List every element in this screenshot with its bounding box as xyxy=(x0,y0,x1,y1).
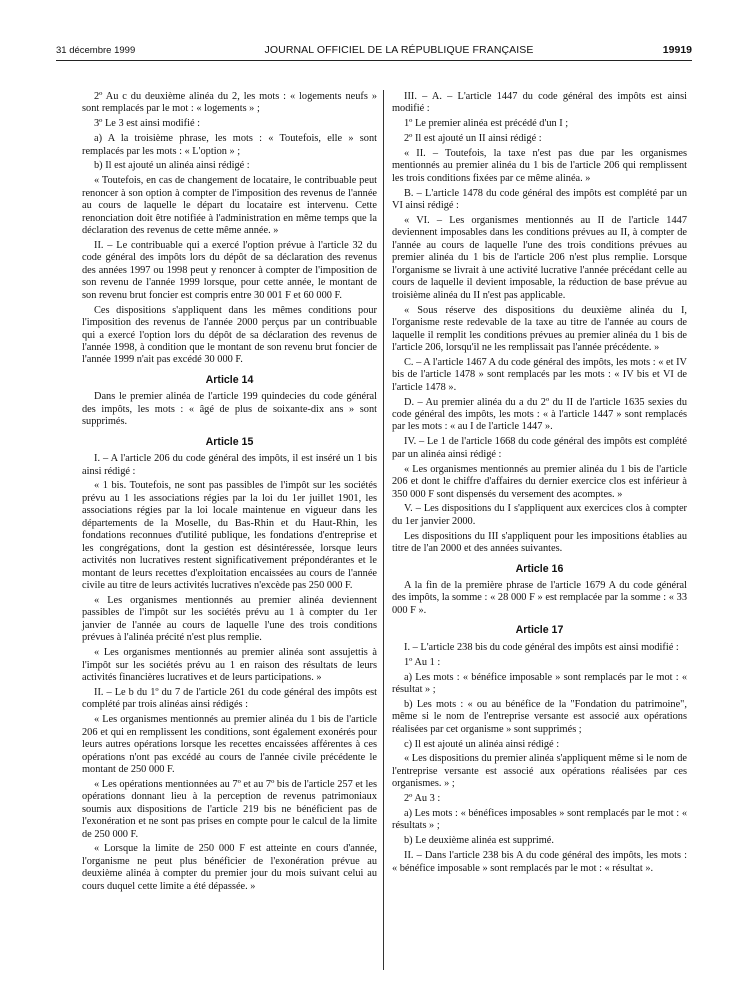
paragraph: b) Les mots : « ou au bénéfice de la "Fondation du patrimoine", même si le nom de l'entreprise versante est associé aux opérations réalisées par cet organisme » sont supprimés ; xyxy=(392,698,687,735)
article-heading: Article 17 xyxy=(515,624,564,637)
paragraph: C. – A l'article 1467 A du code général des impôts, les mots : « et IV bis de l'article 1478 » sont remplacés par les mots : « IV bis et VI de l'article 1478 ». xyxy=(392,356,687,393)
paragraph: B. – L'article 1478 du code général des impôts est complété par un VI ainsi rédigé : xyxy=(392,187,687,212)
paragraph: D. – Au premier alinéa du a du 2º du II de l'article 1635 sexies du code général des impôts, les mots : « à l'article 1447 » sont remplacés par les mots : « au I de l'article 1447 ». xyxy=(392,396,687,433)
paragraph: « Les dispositions du premier alinéa s'appliquent même si le nom de l'entreprise versante est associé aux opérations réalisées par ces organismes. » ; xyxy=(392,753,687,790)
paragraph: A la fin de la première phrase de l'article 1679 A du code général des impôts, la somme : « 28 000 F » est remplacée par la somme : « 33 000 F ». xyxy=(392,580,687,616)
header-date: 31 décembre 1999 xyxy=(56,45,136,56)
paragraph: II. – Le b du 1º du 7 de l'article 261 du code général des impôts est complété par trois alinéas ainsi rédigés : xyxy=(82,686,377,711)
paragraph: « 1 bis. Toutefois, ne sont pas passibles de l'impôt sur les sociétés prévu au 1 les associations régies par la loi du 1er juillet 1901, les associations régies par la loi locale maintenue en vigueur dans les départements de la Moselle, du Bas-Rhin et du Haut-Rhin, les fondations reconnues d'utilité publique, les fondations d'entreprise et les congrégations, dont la gestion est désintéressée, lorsque leurs activités non lucratives restent significativement prépondérantes et le montant de leurs recettes d'exploitation encaissées au cours de l'année civile au titre de leurs activités lucratives n'excède pas 250 000 F. xyxy=(82,480,377,592)
paragraph: Ces dispositions s'appliquent dans les mêmes conditions pour l'imposition des revenus de l'année 2000 perçus par un contribuable qui a exercé l'option lors du dépôt de sa déclaration des revenus de l'année 1998, à condition que le montant de son revenu brut foncier de l'année 1999 n'ait pas excédé 30 000 F. xyxy=(82,304,377,366)
paragraph: 3º Le 3 est ainsi modifié : xyxy=(94,118,201,130)
paragraph: 1º Au 1 : xyxy=(404,656,441,668)
paragraph: V. – Les dispositions du I s'appliquent aux exercices clos à compter du 1er janvier 2000. xyxy=(392,503,687,527)
paragraph: 1º Le premier alinéa est précédé d'un I ; xyxy=(404,118,569,130)
paragraph: I. – A l'article 206 du code général des impôts, il est inséré un 1 bis ainsi rédigé : xyxy=(82,453,377,477)
paragraph: II. – Le contribuable qui a exercé l'option prévue à l'article 32 du code général des impôts lors du dépôt de sa déclaration des revenus des années 1997 ou 1998 peut y renoncer à compter de l'imposition de son revenu de l'année 1999 lorsque, pour cette année, le montant de son revenu brut foncier est compris entre 30 001 F et 60 000 F. xyxy=(82,239,377,301)
paragraph: « Lorsque la limite de 250 000 F est atteinte en cours d'année, l'organisme ne peut plus bénéficier de l'exonération prévue au deuxième alinéa à compter du premier jour du mois suivant celui au cours duquel cette limite a été dépassée. » xyxy=(82,843,377,892)
page-header xyxy=(56,44,692,56)
paragraph: « VI. – Les organismes mentionnés au II de l'article 1447 deviennent imposables dans les conditions prévues au II, à compter de l'année au cours de laquelle l'une des trois conditions prévues au premier alinéa du 1 bis de l'article 206 n'est plus remplie. Lorsque l'organisme se livrait à une activité lucrative l'année précédant celle au cours de laquelle il devient imposable, la réduction de base prévue au troisième alinéa du II n'est pas applicable. xyxy=(392,215,687,301)
right-column xyxy=(392,91,687,877)
paragraph: « II. – Toutefois, la taxe n'est pas due par les organismes mentionnés au premier alinéa du 1 bis de l'article 206 qui remplissent les trois conditions fixées par ce même alinéa. » xyxy=(392,147,687,184)
paragraph: b) Le deuxième alinéa est supprimé. xyxy=(404,835,554,847)
paragraph: 2º Au c du deuxième alinéa du 2, les mots : « logements neufs » sont remplacés par le mot : « logements » ; xyxy=(82,91,377,115)
paragraph: I. – L'article 238 bis du code général des impôts est ainsi modifié : xyxy=(404,641,679,653)
paragraph: « Les opérations mentionnées au 7º et au 7º bis de l'article 257 et les opérations donnant lieu à la perception de revenus patrimoniaux soumis aux dispositions de l'article 219 bis ne bénéficient pas de l'exonération et ne sont pas prises en compte pour le calcul de la limite de 250 000 F. xyxy=(82,778,377,840)
paragraph: III. – A. – L'article 1447 du code général des impôts est ainsi modifié : xyxy=(392,91,687,115)
article-heading: Article 14 xyxy=(205,373,254,386)
article-heading: Article 15 xyxy=(205,435,254,448)
paragraph: a) Les mots : « bénéfice imposable » sont remplacés par le mot : « résultat » ; xyxy=(392,671,687,695)
journal-title: JOURNAL OFFICIEL DE LA RÉPUBLIQUE FRANÇAISE xyxy=(264,44,534,56)
paragraph: 2º Au 3 : xyxy=(404,793,441,805)
paragraph: b) Il est ajouté un alinéa ainsi rédigé : xyxy=(94,160,250,172)
paragraph: Les dispositions du III s'appliquent pour les impositions établies au titre de l'an 2000 et des années suivantes. xyxy=(392,530,687,555)
article-heading: Article 16 xyxy=(515,562,564,575)
column-divider xyxy=(383,90,384,970)
paragraph: Dans le premier alinéa de l'article 199 quindecies du code général des impôts, les mots : « âgé de plus de soixante-dix ans » sont supprimés. xyxy=(82,391,377,428)
paragraph: « Les organismes mentionnés au premier alinéa sont assujettis à l'impôt sur les sociétés prévu au 1 en raison des résultats de leurs activités financières lucratives et de leurs participations. » xyxy=(82,647,377,683)
paragraph: a) A la troisième phrase, les mots : « Toutefois, elle » sont remplacés par les mots : « L'option » ; xyxy=(82,133,377,157)
paragraph: « Toutefois, en cas de changement de locataire, le contribuable peut renoncer à son option à compter de l'imposition des revenus de l'année au cours de laquelle le départ du locataire est intervenu. Cette renonciation doit être notifiée à l'administration en même temps que la déclaration des revenus de cette même année. » xyxy=(82,175,377,237)
paragraph: « Sous réserve des dispositions du deuxième alinéa du I, l'organisme reste redevable de la taxe au titre de l'année au cours de laquelle il remplit les conditions prévues au premier alinéa du 1 bis de l'article 206, lorsqu'il ne les remplissait pas l'année précédente. » xyxy=(392,304,687,353)
paragraph: « Les organismes mentionnés au premier alinéa deviennent passibles de l'impôt sur les sociétés prévu au 1 à compter du 1er janvier de l'année au cours de laquelle l'une des trois conditions prévues à l'alinéa précité n'est plus remplie. xyxy=(82,594,377,644)
paragraph: c) Il est ajouté un alinéa ainsi rédigé : xyxy=(404,738,560,750)
paragraph: a) Les mots : « bénéfices imposables » sont remplacés par le mot : « résultats » ; xyxy=(392,807,687,832)
paragraph: 2º Il est ajouté un II ainsi rédigé : xyxy=(404,133,542,145)
paragraph: II. – Dans l'article 238 bis A du code général des impôts, les mots : « bénéfice imposable » sont remplacés par le mot : « résultat ». xyxy=(392,850,687,874)
paragraph: IV. – Le 1 de l'article 1668 du code général des impôts est complété par un alinéa ainsi rédigé : xyxy=(392,436,687,460)
page-number: 19919 xyxy=(662,44,692,56)
paragraph: « Les organismes mentionnés au premier alinéa du 1 bis de l'article 206 et dont le chiffre d'affaires du dernier exercice clos est inférieur à 350 000 F sont dispensés du versement des acomptes. » xyxy=(392,463,687,500)
paragraph: « Les organismes mentionnés au premier alinéa du 1 bis de l'article 206 et qui en remplissent les conditions, sont également exonérés pour leurs autres opérations lorsque les recettes encaissées afférentes à ces opérations n'ont pas excédé au cours de l'année civile précédente le montant de 250 000 F. xyxy=(82,714,377,775)
left-column xyxy=(82,91,377,896)
header-rule xyxy=(56,60,692,61)
